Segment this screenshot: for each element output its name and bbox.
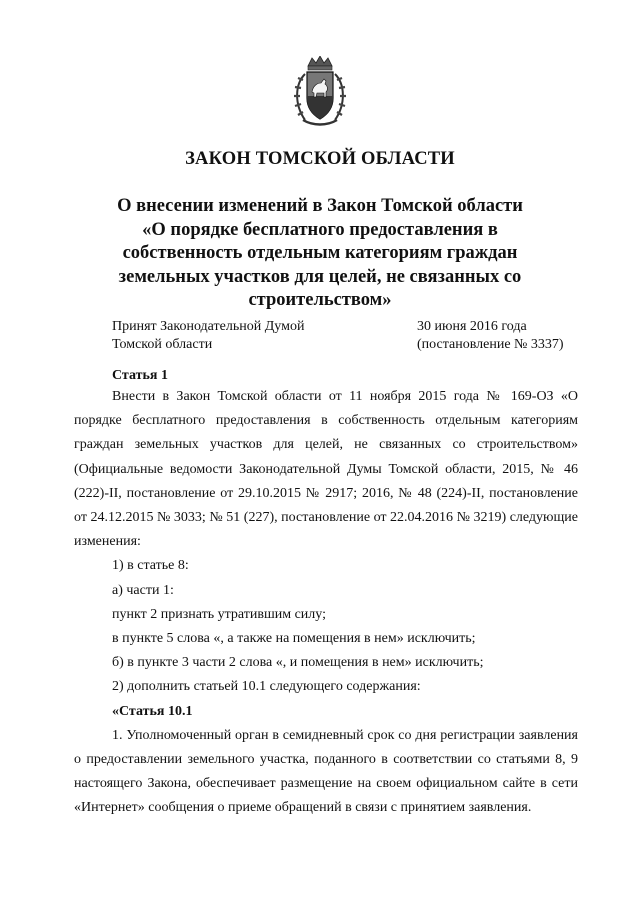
article-body: [74, 385, 578, 821]
law-title: ЗАКОН ТОМСКОЙ ОБЛАСТИ: [185, 149, 455, 169]
subject-line: «О порядке бесплатного предоставления в: [142, 219, 498, 240]
law-subject: [70, 195, 570, 313]
adoption-date-line: 30 июня 2016 года: [417, 319, 527, 334]
resolution-number: (постановление № 3337): [417, 337, 564, 352]
subject-line: собственность отдельным категориям граждан: [122, 243, 518, 263]
subject-line: О внесении изменений в Закон Томской области: [117, 196, 523, 216]
article-paragraph: 1) в статье 8:: [112, 558, 189, 574]
article-paragraph: 2) дополнить статьей 10.1 следующего содержания:: [112, 679, 421, 695]
coat-of-arms-icon: [291, 56, 349, 128]
article-paragraph: 1. Уполномоченный орган в семидневный срок со дня регистрации заявления о предоставлении земельного участка, поданного в соответствии со статьями 8, 9 настоящего Закона, обеспечивает размещение на своем официальном сайте в сети «Интернет» сообщения о приеме обращений в связи с принятием заявления.: [74, 727, 578, 816]
adoption-date: [417, 318, 564, 354]
subject-line: строительством»: [248, 290, 392, 310]
article-paragraph: б) в пункте 3 части 2 слова «, и помещения в нем» исключить;: [112, 655, 484, 671]
adopted-by: [112, 318, 304, 354]
article-paragraph: а) части 1:: [112, 582, 174, 598]
article-paragraph: пункт 2 признать утратившим силу;: [112, 606, 326, 622]
adopted-by-line: Томской области: [112, 337, 213, 352]
article-paragraph: в пункте 5 слова «, а также на помещения в нем» исключить;: [112, 631, 476, 647]
new-article-heading: «Статья 10.1: [112, 703, 193, 719]
article-heading: Статья 1: [112, 368, 168, 383]
subject-line: земельных участков для целей, не связанных со: [118, 266, 522, 287]
adopted-by-line: Принят Законодательной Думой: [112, 319, 305, 334]
article-paragraph: Внести в Закон Томской области от 11 ноября 2015 года № 169-ОЗ «О порядке бесплатного предоставления в собственность отдельным категориям граждан земельных участков для целей, не связанных со строительством» (Официальные ведомости Законодательной Думы Томской области, 2015, № 46 (222)-II, постановление от 29.10.2015 № 2917; 2016, № 48 (224)-II, постановление от 24.12.2015 № 3033; № 51 (227), постановление от 22.04.2016 № 3219) следующие изменения:: [74, 389, 578, 550]
